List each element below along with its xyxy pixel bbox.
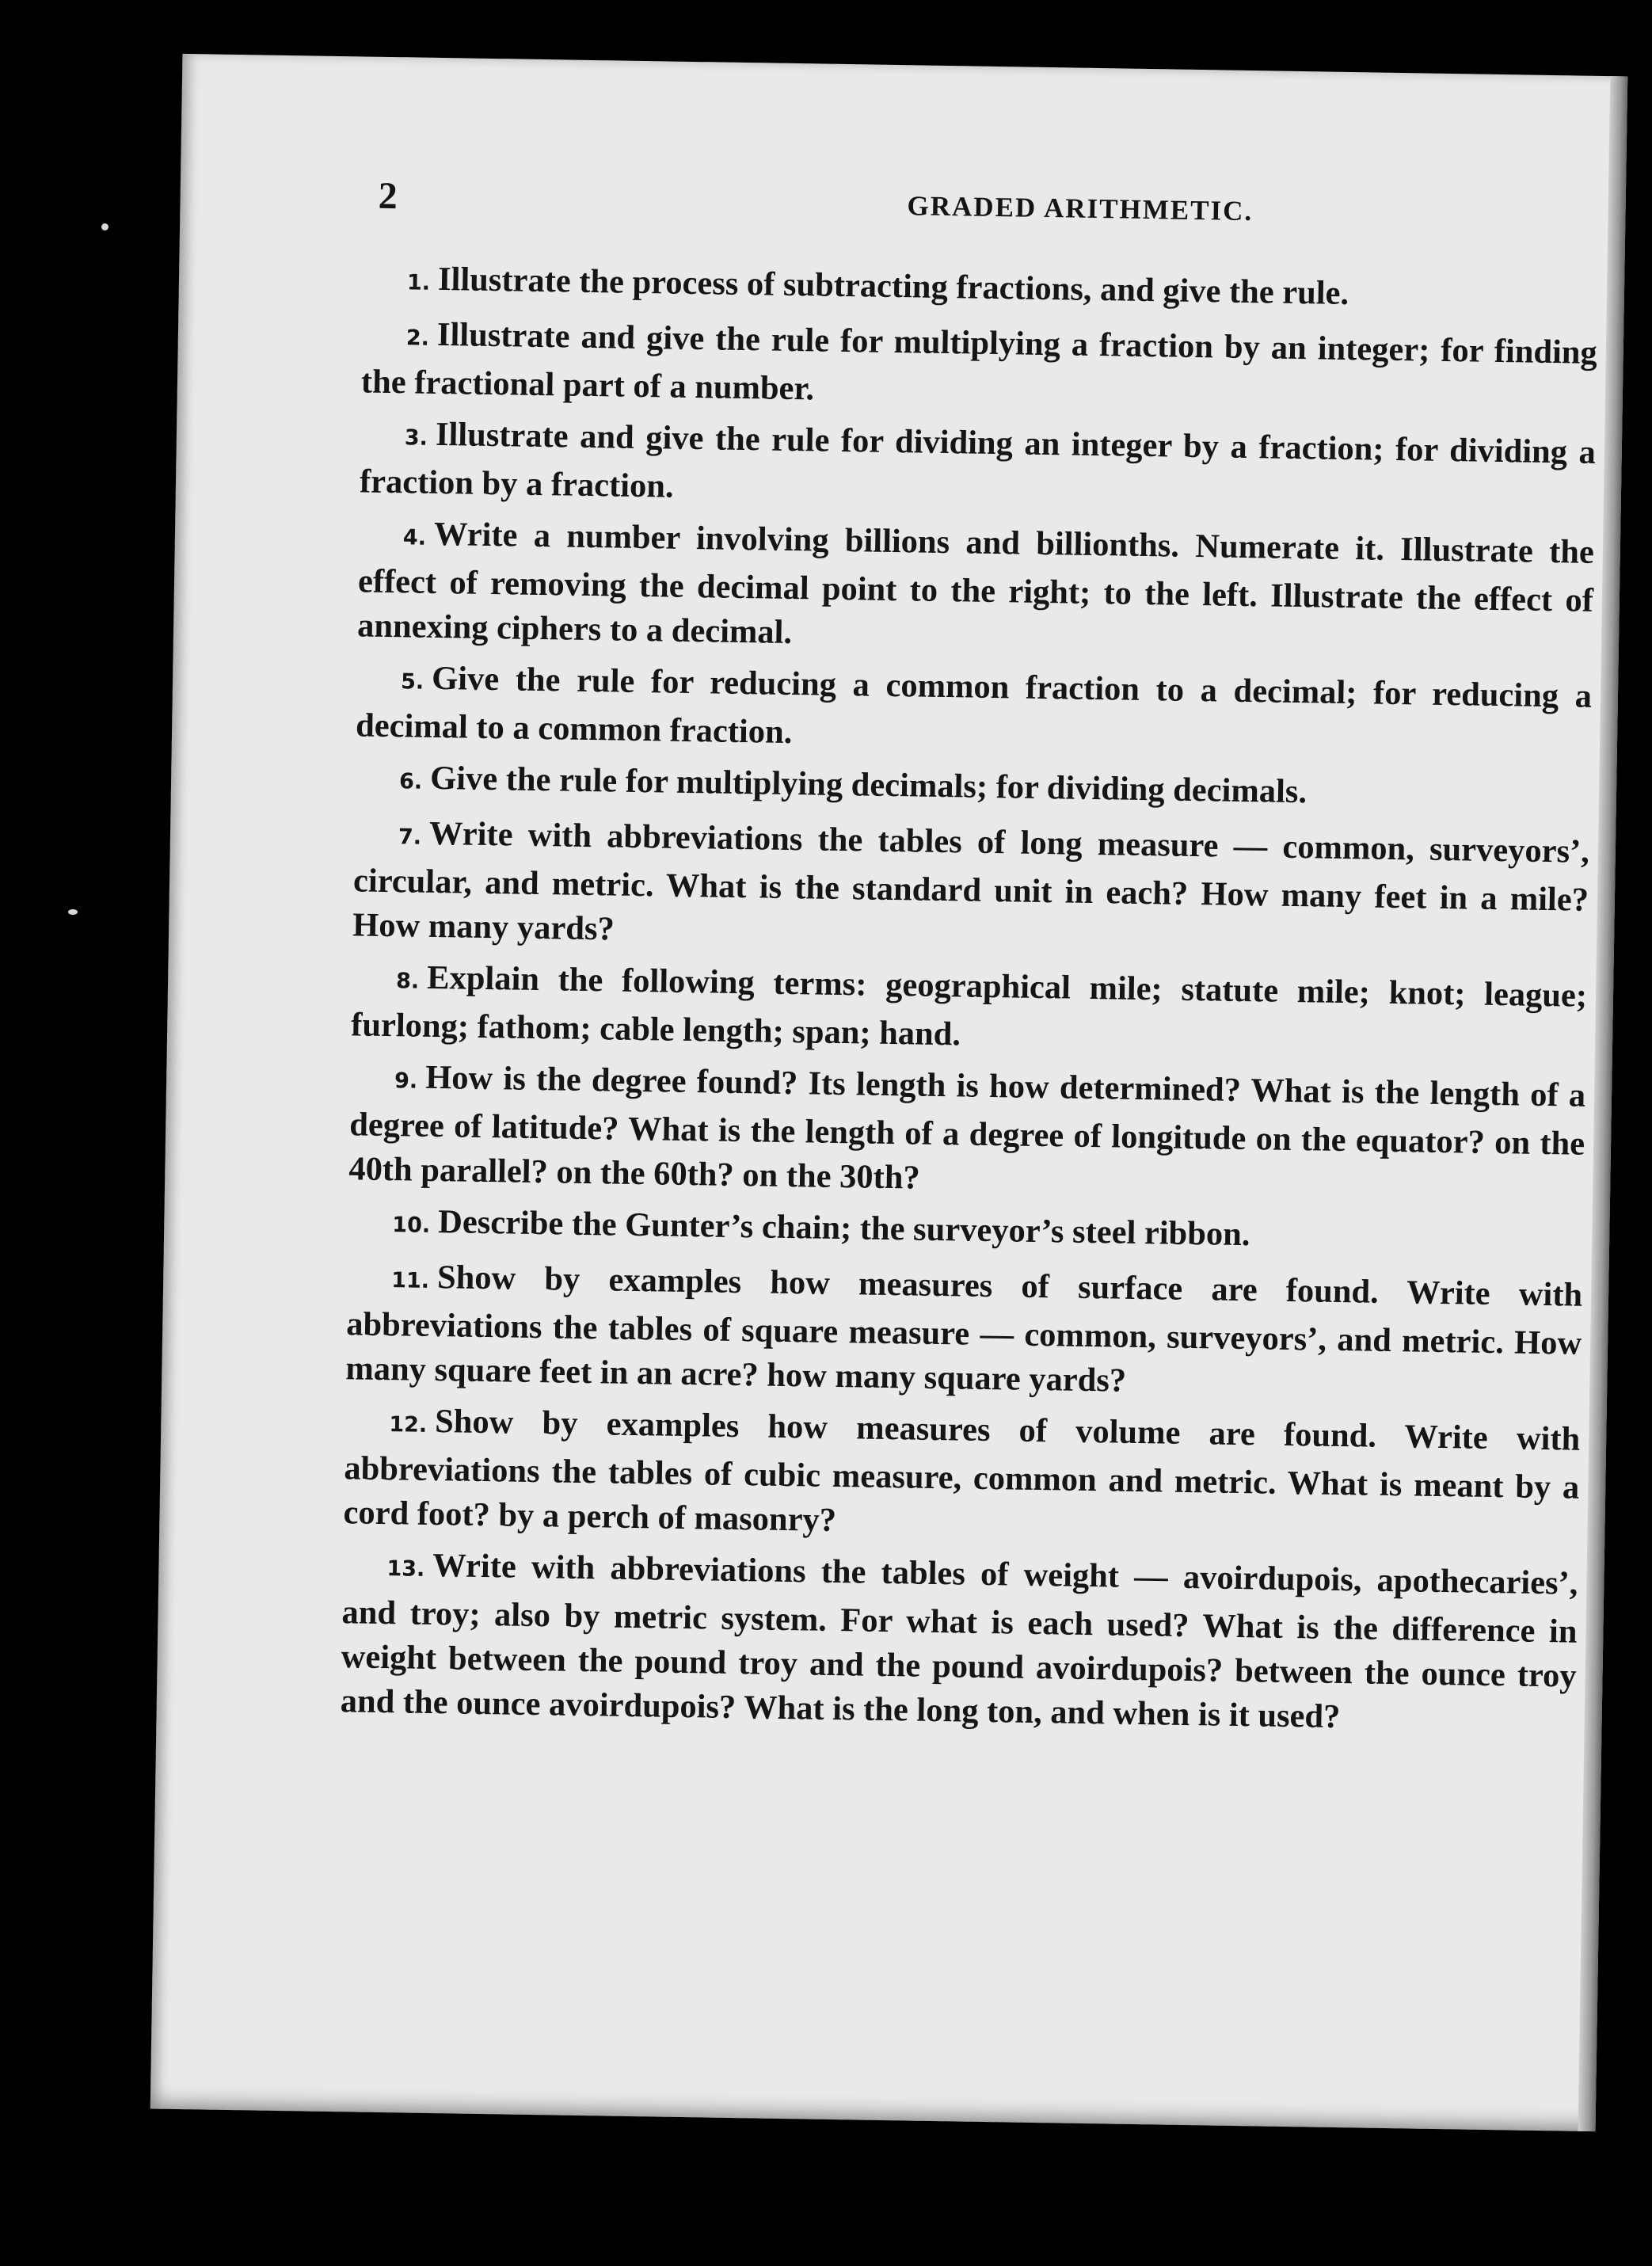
question-text: Show by examples how measures of volume are found. Write with abbreviations the tables of cubic measure, common and metric. What is meant by a cord foot? by a perch of masonry? (343, 1403, 1581, 1540)
question-number: 3. (404, 425, 428, 451)
question-text: Illustrate the process of subtracting fractions, and give the rule. (437, 260, 1349, 312)
question-number: 5. (400, 669, 424, 695)
question-text: Describe the Gunter’s chain; the surveyor’s steel ribbon. (437, 1203, 1250, 1254)
question-text: How is the degree found? Its length is how determined? What is the length of a degree of latitude? What is the length of a degree of longitude on the equator? on the 40th parallel? on the 60th? on the 30th? (348, 1058, 1586, 1197)
question-item (340, 1542, 1578, 1742)
question-text: Illustrate and give the rule for multiplying a fraction by an integer; for finding the fractional part of a number. (360, 315, 1598, 408)
question-item (348, 1198, 1584, 1266)
question-text: Explain the following terms: geographical mile; statute mile; knot; league; furlong; fathom; cable length; span; hand. (350, 958, 1588, 1053)
dust-speck (68, 909, 78, 915)
question-item (363, 256, 1599, 323)
question-number: 12. (389, 1412, 428, 1438)
question-number: 8. (395, 969, 420, 994)
question-text: Give the rule for multiplying decimals; for dividing decimals. (429, 759, 1308, 811)
question-item (361, 311, 1598, 423)
question-item (352, 810, 1590, 966)
question-number: 4. (402, 525, 427, 550)
question-number: 11. (390, 1268, 430, 1293)
question-text: Write with abbreviations the tables of weight — avoirdupois, apothecaries’, and troy; also by metric system. For what is each used? What is the difference in weight between the pound troy and the pound avoirdupois? between the ounce troy and the ounce avoirdupois? What is the long ton, and when is it used? (340, 1547, 1578, 1736)
question-number: 1. (406, 270, 431, 295)
question-number: 6. (398, 769, 423, 794)
question-item (343, 1398, 1581, 1554)
question-item (356, 655, 1593, 767)
question-number: 9. (394, 1068, 418, 1094)
page-number: 2 (378, 174, 398, 218)
question-number: 2. (405, 326, 430, 351)
question-list (340, 256, 1598, 1750)
question-text: Show by examples how measures of surface are found. Write with abbreviations the tables of square measure — common, surveyors’, and metric. How many square feet in an acre? how many square yards? (345, 1259, 1583, 1400)
question-number: 10. (392, 1213, 431, 1238)
question-item (351, 954, 1588, 1066)
question-text: Illustrate and give the rule for dividing an integer by a fraction; for dividing a fraction by a fraction. (359, 415, 1597, 505)
question-item (357, 511, 1595, 667)
header-title: GRADED ARITHMETIC. (907, 190, 1254, 227)
question-text: Give the rule for reducing a common fraction to a decimal; for reducing a decimal to a common fraction. (355, 659, 1593, 752)
question-item (355, 755, 1591, 822)
dust-speck (101, 223, 108, 230)
question-item (345, 1254, 1583, 1410)
question-text: Write a number involving billions and billionths. Numerate it. Illustrate the effect of removing the decimal point to the right; to the left. Illustrate the effect of annexing ciphers to a decimal. (356, 515, 1595, 652)
running-header (378, 174, 1555, 248)
question-item (348, 1054, 1586, 1210)
book-page (150, 54, 1628, 2131)
question-item (360, 411, 1597, 523)
question-number: 13. (386, 1556, 425, 1582)
question-number: 7. (398, 825, 422, 850)
question-text: Write with abbreviations the tables of long measure — common, surveyors’, circular, and metric. What is the standard unit in each? How many feet in a mile? How many yards? (352, 814, 1590, 948)
